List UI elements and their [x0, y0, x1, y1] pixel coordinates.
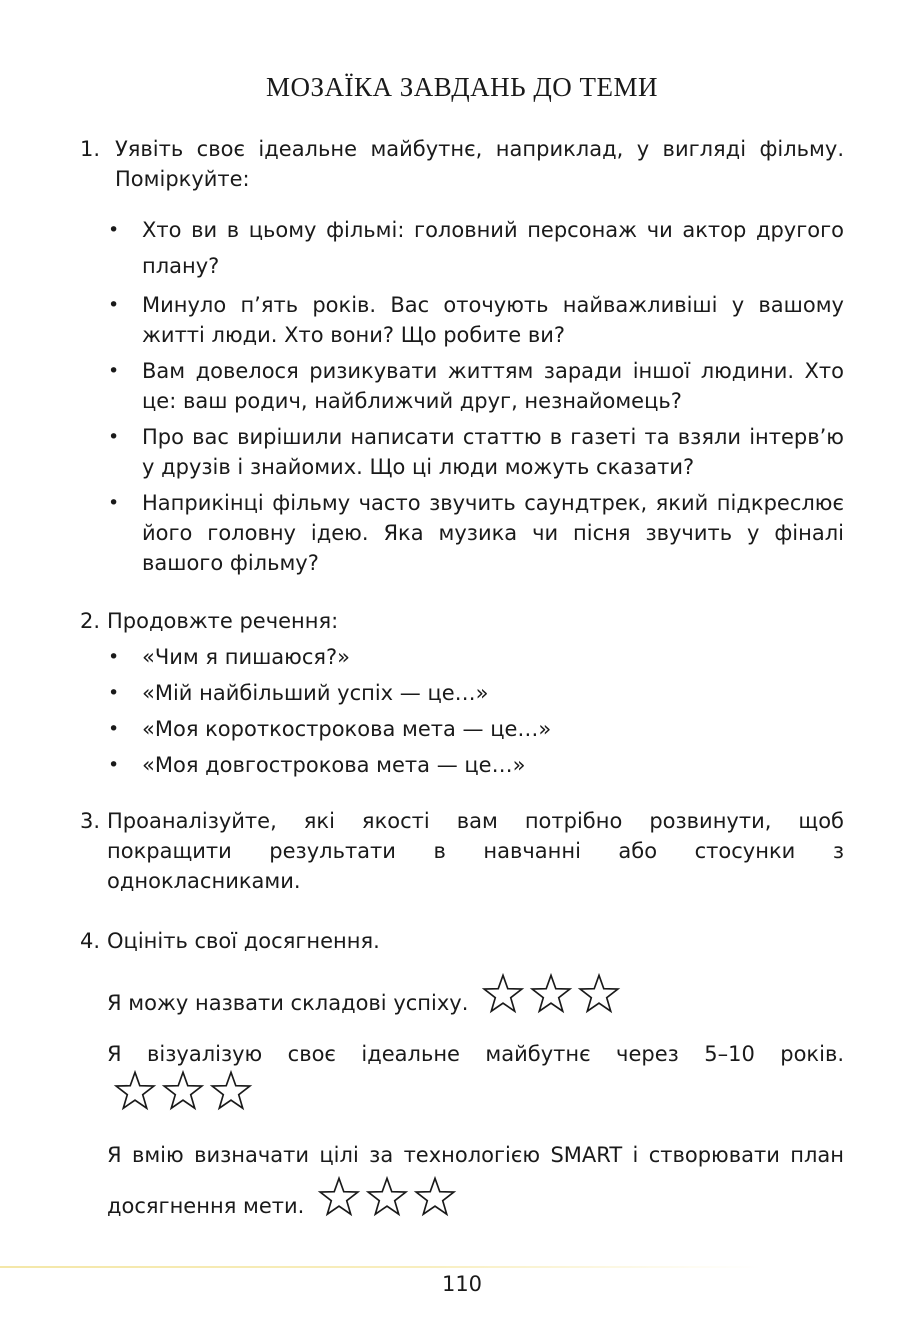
- question-list: [80, 212, 844, 578]
- star-outline-icon[interactable]: [481, 972, 525, 1016]
- star-outline-icon[interactable]: [317, 1175, 361, 1219]
- task-number: 3.: [80, 809, 101, 833]
- list-item: • Вам довелося ризикувати життям заради іншої людини. Хто це: ваш родич, найближчий друг, незнайомець?: [80, 356, 844, 416]
- task-2: [80, 606, 844, 780]
- page-title: МОЗАЇКА ЗАВДАНЬ ДО ТЕМИ: [265, 72, 659, 102]
- sentence-list: [80, 642, 844, 780]
- bullet-icon: •: [108, 492, 120, 514]
- list-item: • Хто ви в цьому фільмі: головний персонаж чи актор другого плану?: [80, 212, 844, 284]
- footer-divider: [0, 1266, 760, 1268]
- star-outline-icon[interactable]: [209, 1069, 253, 1113]
- bullet-icon: •: [108, 646, 120, 668]
- task-4: [80, 926, 844, 1232]
- list-item: • «Моя довгострокова мета — це…»: [80, 750, 844, 780]
- task-text: Проаналізуйте, які якості вам потрібно розвинути, щоб покращити результати в навчанні або стосунки з однокласниками.: [107, 809, 844, 893]
- bullet-icon: •: [108, 754, 120, 776]
- task-text: Оцініть свої досягнення.: [107, 929, 380, 953]
- task-number: 4.: [80, 929, 101, 953]
- task-text: Продовжте речення:: [107, 609, 339, 633]
- bullet-icon: •: [108, 294, 120, 316]
- task-text: Уявіть своє ідеальне майбутнє, наприклад, у вигляді фільму. Поміркуйте:: [115, 137, 844, 191]
- task-number: 2.: [80, 609, 101, 633]
- task-list: [80, 134, 844, 1246]
- assessment-item: Я можу назвати складові успіху.: [107, 972, 844, 1025]
- bullet-icon: •: [108, 718, 120, 740]
- star-outline-icon[interactable]: [161, 1069, 205, 1113]
- assessment-item: Я вмію визначати цілі за технологією SMART і створювати план досягнення мети.: [107, 1135, 844, 1232]
- task-number: 1.: [80, 137, 101, 161]
- bullet-icon: •: [108, 426, 120, 448]
- assessment-item: Я візуалізую своє ідеальне майбутнє через 5–10 років.: [107, 1039, 844, 1121]
- star-outline-icon[interactable]: [577, 972, 621, 1016]
- page-number: 110: [441, 1272, 483, 1296]
- list-item: • Минуло п’ять років. Вас оточують найважливіші у вашому житті люди. Хто вони? Що робите ви?: [80, 290, 844, 350]
- bullet-icon: •: [108, 360, 120, 382]
- list-item: • «Моя короткострокова мета — це…»: [80, 714, 844, 744]
- star-rating: [113, 1069, 257, 1121]
- task-1: [80, 134, 844, 578]
- star-outline-icon[interactable]: [113, 1069, 157, 1113]
- list-item: • Про вас вирішили написати статтю в газеті та взяли інтерв’ю у друзів і знайомих. Що ці люди можуть сказати?: [80, 422, 844, 482]
- self-assessment: [107, 972, 844, 1232]
- star-outline-icon[interactable]: [413, 1175, 457, 1219]
- bullet-icon: •: [108, 219, 120, 241]
- bullet-icon: •: [108, 682, 120, 704]
- task-3: [80, 806, 844, 896]
- list-item: • «Чим я пишаюся?»: [80, 642, 844, 672]
- list-item: • Наприкінці фільму часто звучить саундтрек, який підкреслює його головну ідею. Яка музика чи пісня звучить у фіналі вашого фільму?: [80, 488, 844, 578]
- star-rating: [481, 972, 625, 1025]
- star-outline-icon[interactable]: [529, 972, 573, 1016]
- star-rating: [317, 1175, 461, 1232]
- star-outline-icon[interactable]: [365, 1175, 409, 1219]
- list-item: • «Мій найбільший успіх — це…»: [80, 678, 844, 708]
